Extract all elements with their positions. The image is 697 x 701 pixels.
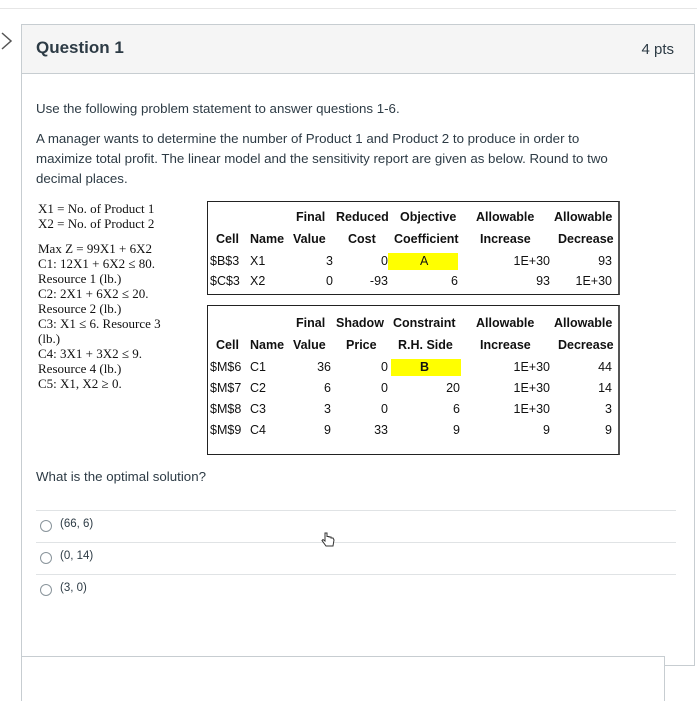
model-line: C3: X1 ≤ 6. Resource 3 — [38, 316, 161, 331]
table-cell: $M$6 — [210, 360, 242, 374]
table-cell: 20 — [446, 381, 460, 395]
table-cell: $B$3 — [210, 254, 240, 268]
model-line: C4: 3X1 + 3X2 ≤ 9. — [38, 346, 143, 361]
col-header: Coefficient — [394, 232, 459, 246]
table-cell: $M$9 — [210, 423, 242, 437]
col-header: R.H. Side — [398, 338, 453, 352]
problem-statement: A manager wants to determine the number of Product 1 and Product 2 to produce in order to maximize total profit. The linear model and the sensitivity report are given as below. Round to two decimal places. — [36, 131, 608, 186]
col-header: Increase — [480, 338, 531, 352]
table-cell: $C$3 — [210, 274, 240, 288]
table-cell: 1E+30 — [513, 381, 550, 395]
table-cell: X1 — [250, 254, 266, 268]
question-prompt: What is the optimal solution? — [36, 469, 206, 484]
question-header — [22, 25, 694, 74]
table-cell: 0 — [381, 360, 388, 374]
col-header: Final — [296, 210, 326, 224]
table-cell: 93 — [536, 274, 550, 288]
table-cell: 9 — [324, 423, 331, 437]
model-line: X2 = No. of Product 2 — [38, 216, 155, 231]
col-header: Decrease — [558, 338, 614, 352]
table-cell: 6 — [324, 381, 331, 395]
table-cell: 3 — [326, 254, 333, 268]
table-cell: A — [420, 254, 429, 268]
table-cell: $M$7 — [210, 381, 242, 395]
col-header: Cell — [216, 232, 239, 246]
table-cell: 93 — [598, 254, 612, 268]
col-header: Constraint — [393, 316, 456, 330]
table-cell: $M$8 — [210, 402, 242, 416]
table-cell: 6 — [453, 402, 460, 416]
top-strip — [0, 0, 697, 9]
question-title: Question 1 — [36, 38, 124, 57]
model-line: Resource 2 (lb.) — [38, 301, 122, 316]
table-cell: 9 — [543, 423, 550, 437]
model-line: (lb.) — [38, 331, 61, 346]
col-header: Name — [250, 338, 285, 352]
constraints-table — [207, 305, 620, 455]
table-cell: 9 — [605, 423, 612, 437]
answer-label[interactable]: (66, 6) — [60, 518, 94, 530]
answer-label[interactable]: (0, 14) — [60, 550, 94, 562]
col-header: Name — [250, 232, 285, 246]
linear-model — [38, 201, 204, 426]
table-cell: 9 — [453, 423, 460, 437]
model-line: X1 = No. of Product 1 — [38, 201, 155, 216]
next-question-card — [21, 656, 665, 701]
table-cell: -93 — [369, 274, 388, 288]
answer-option[interactable] — [36, 542, 676, 573]
col-header: Decrease — [558, 232, 614, 246]
table-cell: B — [420, 360, 430, 374]
col-header: Allowable — [554, 316, 613, 330]
col-header: Allowable — [554, 210, 613, 224]
col-header: Allowable — [476, 210, 535, 224]
variable-cells-table — [207, 201, 620, 295]
table-cell: 1E+30 — [513, 360, 550, 374]
chevron-right-icon[interactable] — [0, 30, 14, 52]
table-cell: 6 — [451, 274, 458, 288]
table-cell: 3 — [324, 402, 331, 416]
question-intro: Use the following problem statement to answer questions 1-6. — [36, 101, 400, 116]
col-header: Allowable — [476, 316, 535, 330]
answer-option[interactable] — [36, 510, 676, 541]
col-header: Value — [293, 232, 326, 246]
col-header: Cost — [348, 232, 376, 246]
col-header: Objective — [400, 210, 457, 224]
table-cell: C3 — [250, 402, 266, 416]
table-cell: C2 — [250, 381, 266, 395]
model-line: C1: 12X1 + 6X2 ≤ 80. — [38, 256, 156, 271]
table-cell: 0 — [381, 381, 388, 395]
question-points: 4 pts — [641, 41, 674, 58]
table-cell: 1E+30 — [513, 254, 550, 268]
table-cell: C4 — [250, 423, 266, 437]
col-header: Value — [293, 338, 326, 352]
answer-option[interactable] — [36, 574, 676, 605]
table-cell: 0 — [326, 274, 333, 288]
model-line: Max Z = 99X1 + 6X2 — [38, 241, 152, 256]
model-line: Resource 1 (lb.) — [38, 271, 122, 286]
radio-button[interactable] — [40, 584, 52, 596]
table-cell: 1E+30 — [575, 274, 612, 288]
answer-label[interactable]: (3, 0) — [60, 582, 87, 594]
table-cell: 0 — [381, 254, 388, 268]
table-cell: 1E+30 — [513, 402, 550, 416]
table-cell: 33 — [374, 423, 388, 437]
table-cell: X2 — [250, 274, 266, 288]
col-header: Cell — [216, 338, 239, 352]
table-cell: 44 — [598, 360, 612, 374]
col-header: Shadow — [336, 316, 384, 330]
hand-pointer-icon — [320, 532, 336, 548]
table-cell: 36 — [317, 360, 331, 374]
model-line: C2: 2X1 + 6X2 ≤ 20. — [38, 286, 149, 301]
col-header: Price — [346, 338, 377, 352]
col-header: Increase — [480, 232, 531, 246]
radio-button[interactable] — [40, 520, 52, 532]
table-cell: 14 — [598, 381, 612, 395]
problem-image — [37, 201, 618, 459]
col-header: Reduced — [336, 210, 389, 224]
question-card — [21, 24, 695, 666]
col-header: Final — [296, 316, 326, 330]
table-cell: C1 — [250, 360, 266, 374]
table-cell: 3 — [605, 402, 612, 416]
model-line: Resource 4 (lb.) — [38, 361, 122, 376]
table-cell: 0 — [381, 402, 388, 416]
radio-button[interactable] — [40, 552, 52, 564]
model-line: C5: X1, X2 ≥ 0. — [38, 376, 122, 391]
